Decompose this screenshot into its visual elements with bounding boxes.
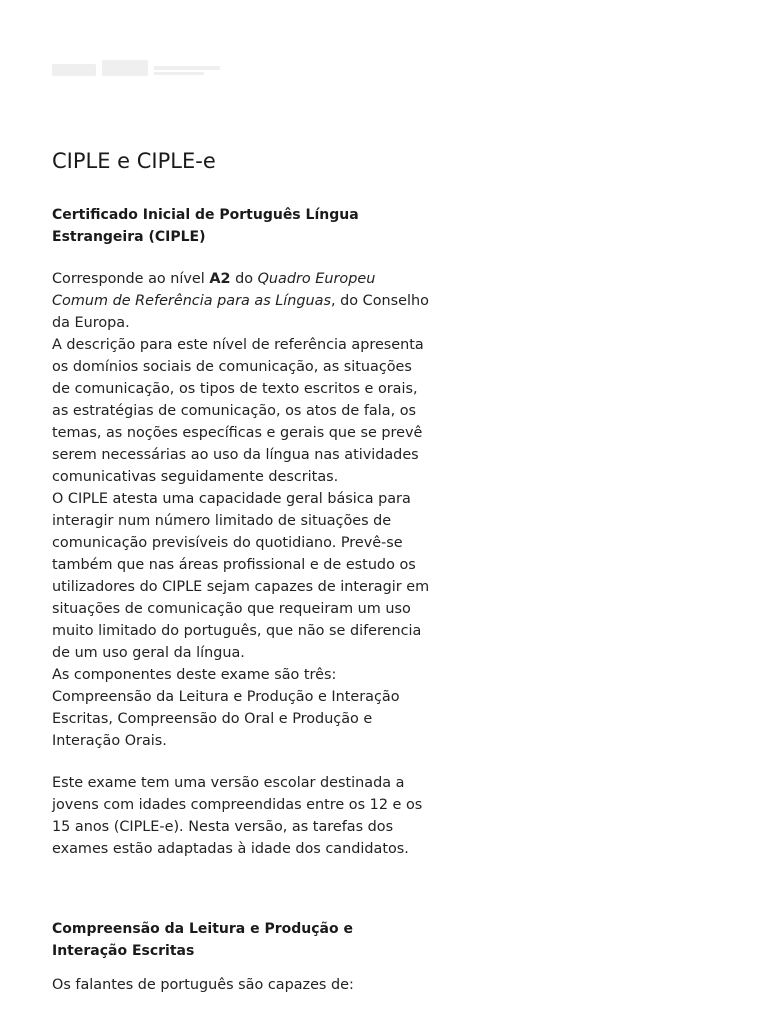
page-title: CIPLE e CIPLE-e xyxy=(52,149,216,173)
article-content xyxy=(52,146,430,996)
components-paragraph: As componentes deste exame são três: Compreensão da Leitura e Produção e Interação Escritas, Compreensão do Oral e Produção e Interação Orais. xyxy=(52,667,400,749)
intro-post: , do Conselho da Europa. xyxy=(52,293,429,331)
framework-name: Quadro Europeu Comum de Referência para as Línguas xyxy=(52,271,376,309)
intro-block xyxy=(52,268,430,752)
certificate-subtitle: Certificado Inicial de Português Língua Estrangeira (CIPLE) xyxy=(52,207,359,245)
intro-mid: do xyxy=(230,271,258,287)
attestation-paragraph: O CIPLE atesta uma capacidade geral básica para interagir num número limitado de situações de comunicação previsíveis do quotidiano. Prevê-se também que nas áreas profissional e de estudo os utilizadores do CIPLE sejam capazes de interagir em situações de comunicação que requeiram um uso muito limitado do português, que não se diferencia de um uso geral da língua. xyxy=(52,491,430,661)
subsection-lead: Os falantes de português são capazes de: xyxy=(52,977,354,993)
description-paragraph: A descrição para este nível de referência apresenta os domínios sociais de comunicação, as situações de comunicação, os tipos de texto escritos e orais, as estratégias de comunicação, os atos de fala, os temas, as noções específicas e gerais que se prevê serem necessárias ao uso da língua nas atividades comunicativas seguidamente descritas. xyxy=(52,337,424,485)
subsection-title: Compreensão da Leitura e Produção e Interação Escritas xyxy=(52,921,353,959)
logo xyxy=(52,58,222,80)
level-label: A2 xyxy=(209,271,231,287)
intro-paragraph xyxy=(52,268,430,334)
school-version-paragraph: Este exame tem uma versão escolar destinada a jovens com idades compreendidas entre os 12 e os 15 anos (CIPLE-e). Nesta versão, as tarefas dos exames estão adaptadas à idade dos candidatos. xyxy=(52,775,423,857)
intro-pre: Corresponde ao nível xyxy=(52,271,210,287)
